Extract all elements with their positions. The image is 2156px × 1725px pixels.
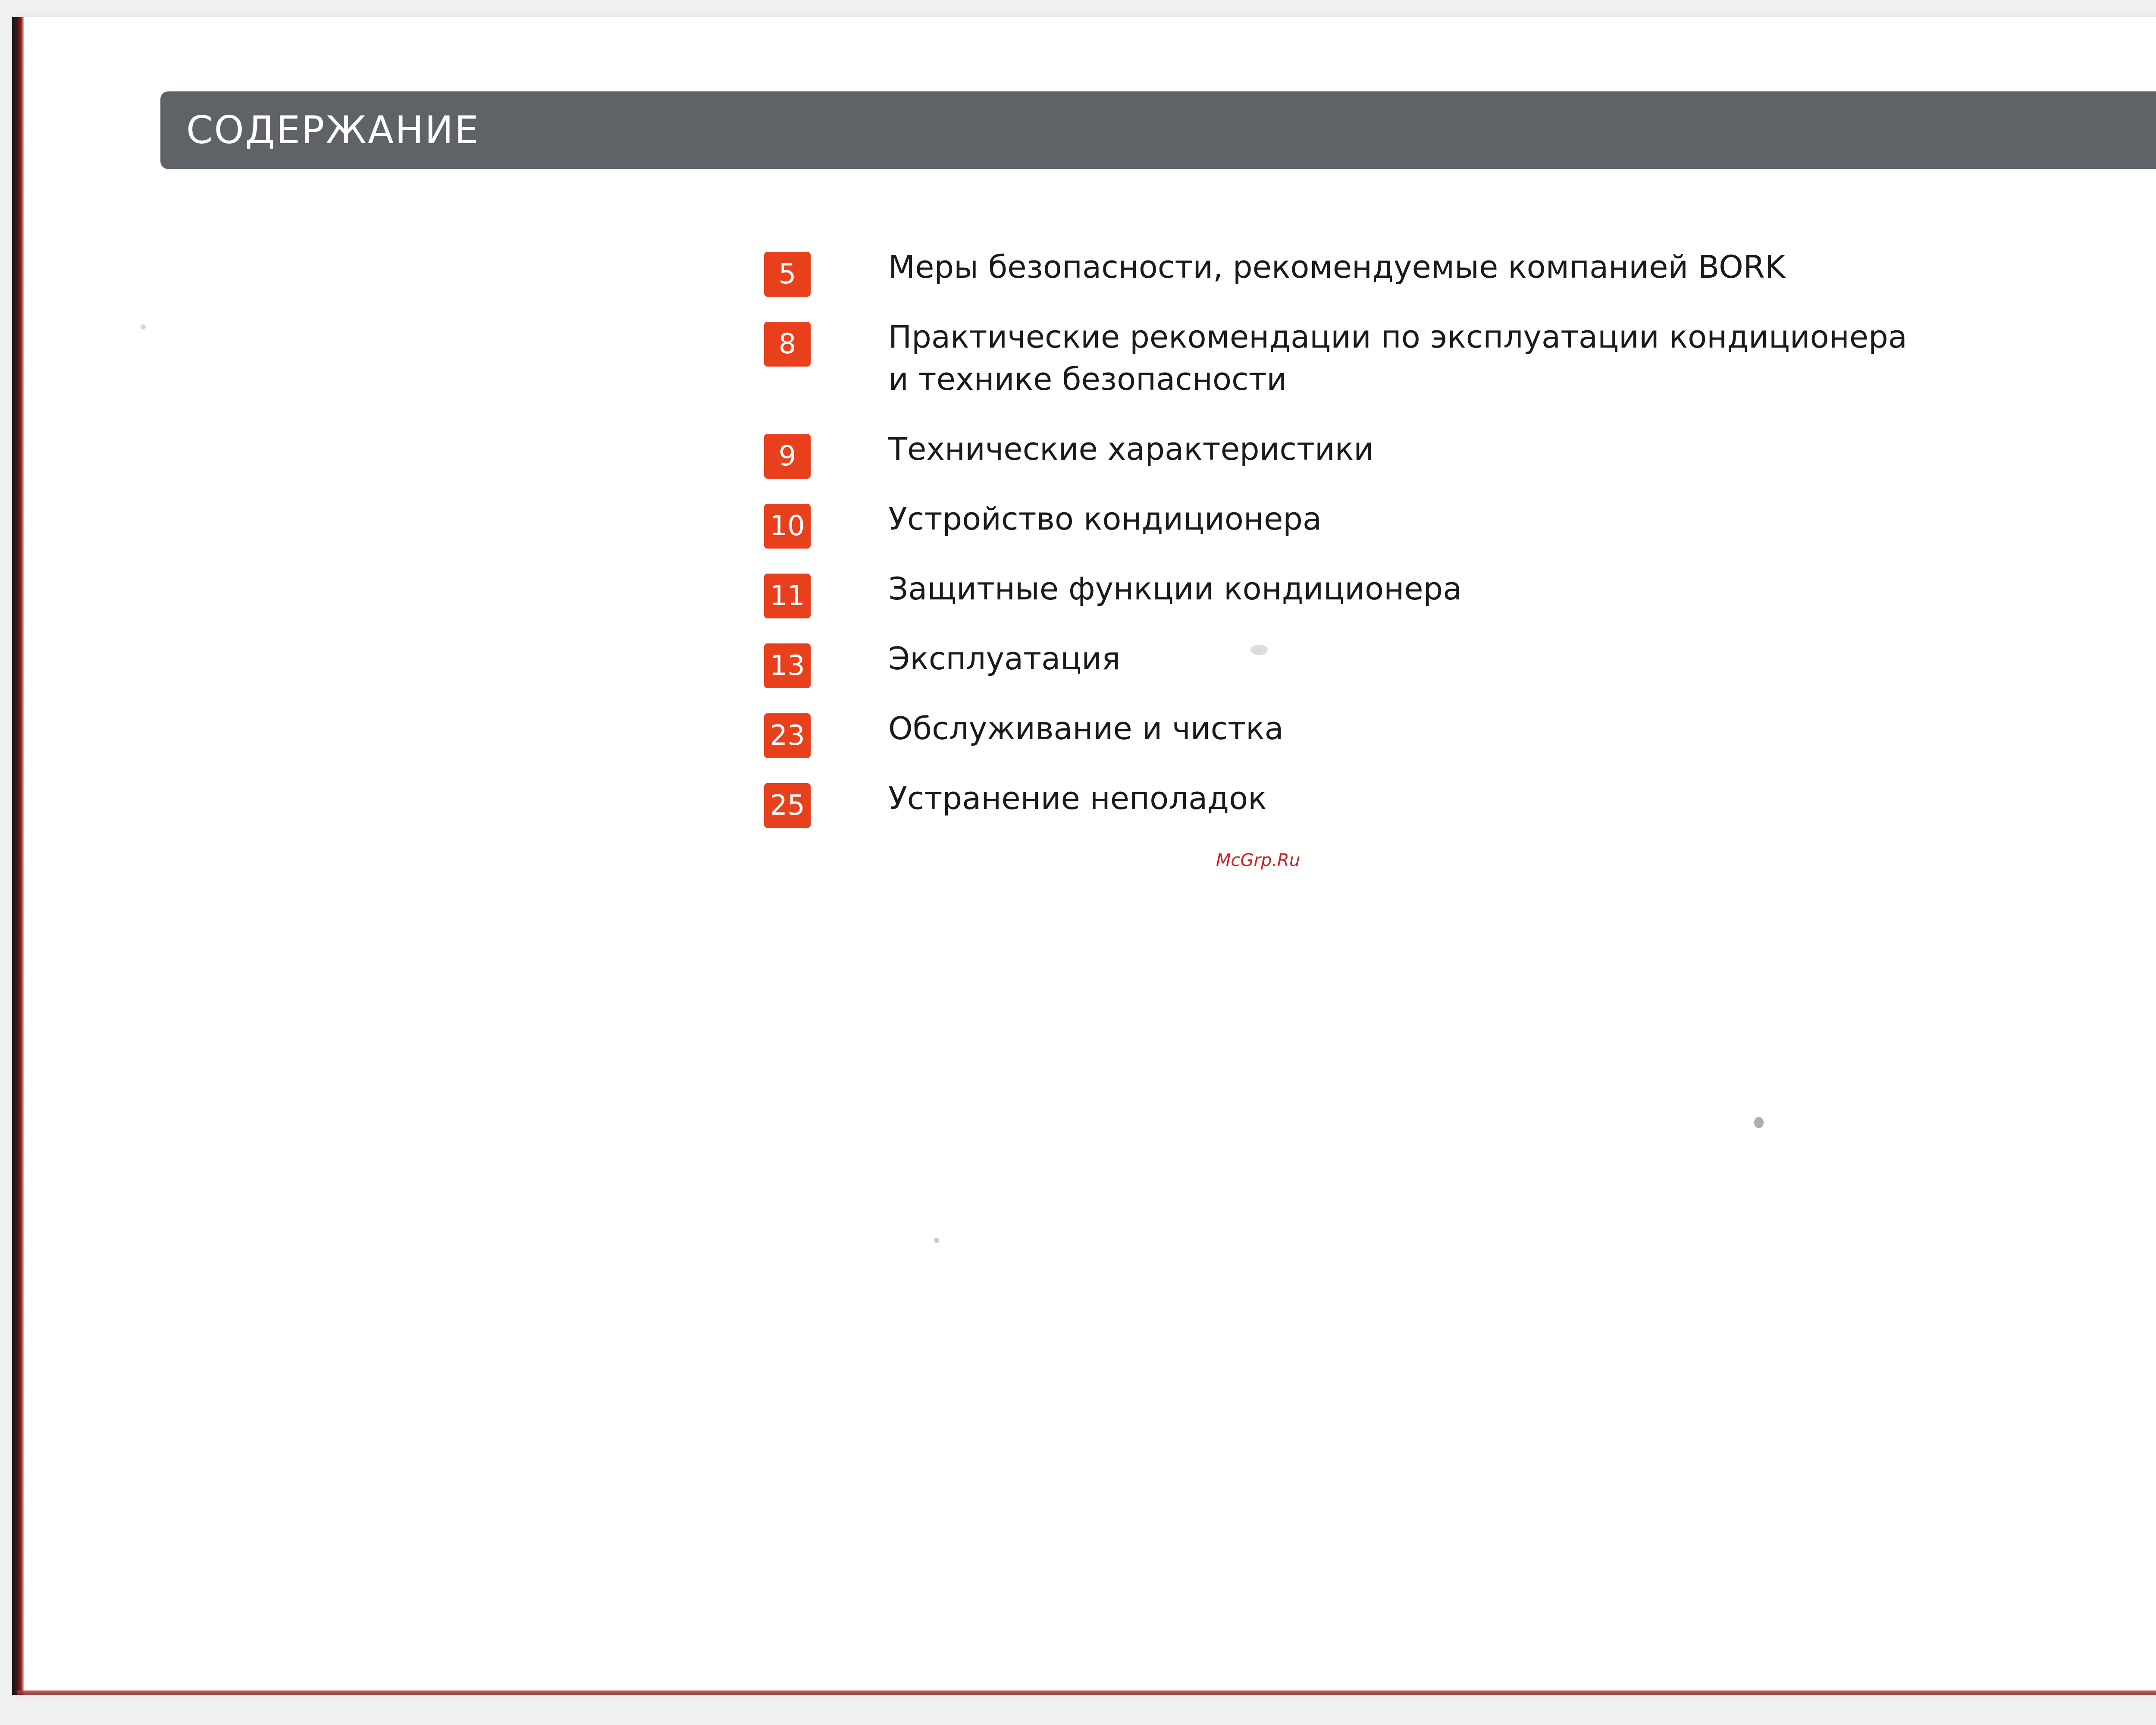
toc-item-title: Обслуживание и чистка (888, 710, 1284, 746)
scan-speck (141, 324, 146, 329)
page-number-badge: 10 (764, 504, 811, 549)
page-title: СОДЕРЖАНИЕ (186, 108, 480, 152)
toc-item-title: Практические рекомендации по эксплуатации кондиционера (888, 319, 1907, 355)
page-bottom-edge (17, 1690, 2156, 1695)
toc-item-title: Технические характеристики (888, 431, 1374, 467)
page-number-badge: 23 (764, 713, 811, 758)
page-binding-edge (12, 17, 24, 1695)
toc-item-title: Защитные функции кондиционера (888, 571, 1462, 607)
toc-item-title: Меры безопасности, рекомендуемые компанией BORK (888, 249, 1786, 285)
page-number-badge: 9 (764, 434, 811, 479)
page-number-badge: 5 (764, 252, 811, 297)
page-number-badge: 25 (764, 783, 811, 828)
scan-speck (1250, 645, 1268, 655)
toc-item-title: Устройство кондиционера (888, 501, 1322, 537)
page-number-badge: 8 (764, 322, 811, 367)
toc-item-title: Устранение неполадок (888, 780, 1267, 816)
scan-speck (1754, 1117, 1764, 1128)
scan-speck (934, 1238, 939, 1243)
toc-item-title: Эксплуатация (888, 640, 1121, 677)
page-number-badge: 11 (764, 574, 811, 618)
header-bar (160, 91, 2156, 169)
toc-item-title-line2: и технике безопасности (888, 361, 1287, 397)
page-number-badge: 13 (764, 643, 811, 688)
watermark: McGrp.Ru (1216, 850, 1300, 870)
